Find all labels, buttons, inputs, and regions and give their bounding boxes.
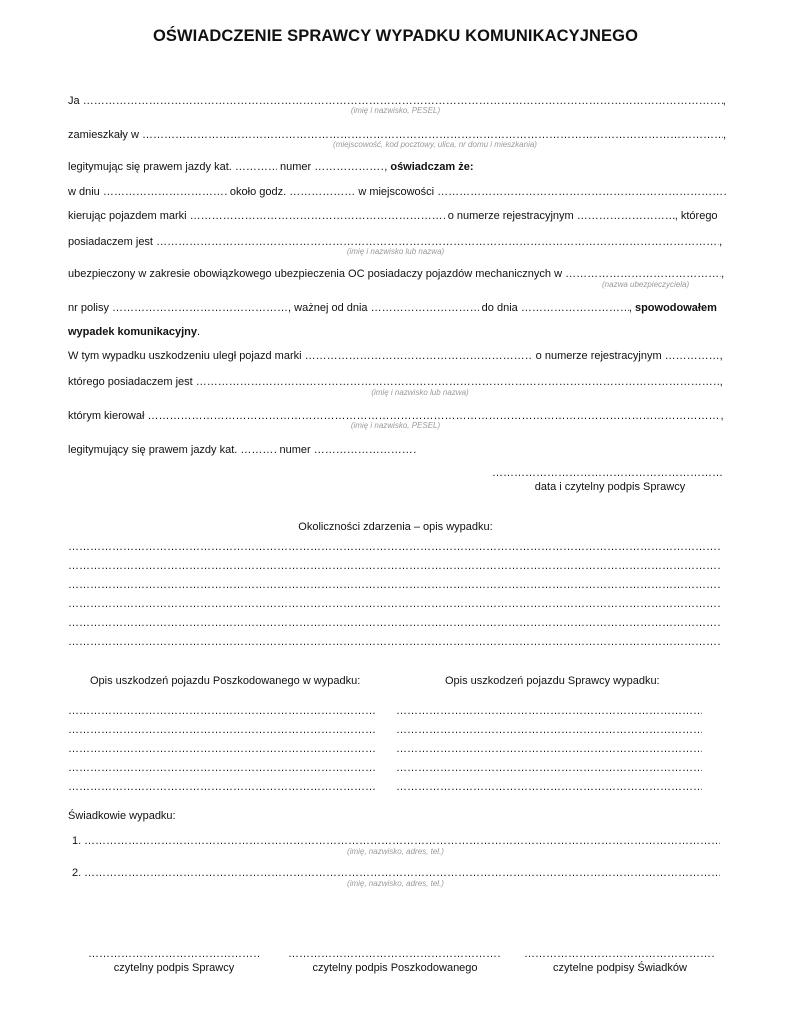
dots-field[interactable] [289,186,355,198]
line-legitymujacy [68,444,416,456]
label-w-tym-wypadku: W tym wypadku uszkodzeniu uległ pojazd marki [68,350,302,362]
dots-field[interactable] [371,302,479,314]
dots-field[interactable] [305,350,533,362]
description-line[interactable] [68,617,722,631]
label-numer-2: numer [279,444,311,456]
label-ktorym-kierowal: którym kierował [68,410,145,422]
label-ja: Ja [68,95,80,107]
line-ubezpieczony: ubezpieczony w zakresie obowiązkowego ubezpieczenia OC posiadaczy pojazdów mechanicznych w …………………………………………………………………………………………………………………………………………………………………………………………………………………………………………………………………………………………………………………………………………………………………………… , [68,268,724,280]
label-oswiadczam: oświadczam że [390,161,470,173]
damage-line-poszkodowany[interactable] [68,724,376,738]
line-ktorym-kierowal: którym kierował …………………………………………………………………………………………………………………………………………………………………………………………………………………………………………………………………………………………………………………………………………………………………………… , [68,410,724,422]
damage-line-poszkodowany[interactable] [68,743,376,757]
description-line[interactable] [68,598,722,612]
description-line[interactable] [68,579,722,593]
dots-field[interactable] [112,302,288,314]
label-w-miejscowosci: w miejscowości [358,186,435,198]
damage-line-sprawca[interactable] [396,724,702,738]
line-ktorego-posiadaczem: którego posiadaczem jest …………………………………………………………………………………………………………………………………………………………………………………………………………………………………………………………………………………………………………………………………………………………………………… , [68,376,723,388]
signature-line[interactable] [288,948,502,962]
hint-insurer: (nazwa ubezpieczyciela) [602,280,690,289]
section-title-sprawcy: Opis uszkodzeń pojazdu Sprawcy wypadku: [445,675,660,687]
label-ktorego-posiadaczem: którego posiadaczem jest [68,376,193,388]
line-kierujac: kierując pojazdem marki …………………………………………………………………………………………………………………………………………………………………………………………………………………………………………………………………………………………………………………………………………………………………………… o numerze rejestracyjnym …………………………………………………………………………………………………………………………………………………………………………………………………………………………………………………………………………………………………………………………………………………………………………… , którego [68,210,718,222]
label-w-dniu: w dniu [68,186,100,198]
signature-label-poszkodowanego: czytelny podpis Poszkodowanego [312,962,478,974]
dots-field[interactable] [521,302,629,314]
description-line[interactable] [68,541,722,555]
witness-number-1: 1. [72,835,82,847]
signature-label-sprawcy: data i czytelny podpis Sprawcy [534,481,686,493]
hint-name-company: (imię i nazwisko lub nazwa) [346,247,445,256]
dots-field[interactable] [190,210,445,222]
dots-field[interactable] [437,186,727,198]
signature-label-sprawcy-bottom: czytelny podpis Sprawcy [113,962,235,974]
label-wypadek: wypadek komunikacyjny [68,326,197,338]
label-kierujac: kierując pojazdem marki [68,210,187,222]
damage-line-sprawca[interactable] [396,705,702,719]
damage-line-poszkodowany[interactable] [68,762,376,776]
description-line[interactable] [68,560,722,574]
signature-line[interactable] [524,948,716,962]
line-legitymujac: legitymując się prawem jazdy kat. …………………………………………………………………………………………………………………………………………………………………………………………………………………………………………………………………………………………………………………………………………………………………………… numer …………………………………………………………………………………………………………………………………………………………………………………………………………………………………………………………………………………………………………………………………………………………………………… , oświadczam że: [68,161,474,173]
damage-line-poszkodowany[interactable] [68,781,376,795]
dots-field[interactable] [314,161,384,173]
dots-field[interactable] [240,444,276,456]
damage-line-sprawca[interactable] [396,743,702,757]
label-do-dnia: do dnia [481,302,518,314]
hint-witness-1: (imię, nazwisko, adres, tel.) [347,847,444,856]
hint-name-pesel: (imię i nazwisko, PESEL) [350,106,441,115]
line-posiadaczem: posiadaczem jest …………………………………………………………………………………………………………………………………………………………………………………………………………………………………………………………………………………………………………………………………………………………………………… , [68,236,722,248]
dots-field[interactable] [565,268,721,280]
label-o-numerze-2: o numerze rejestracyjnym [535,350,662,362]
dots-field[interactable] [235,161,277,173]
dots-field[interactable] [314,444,416,456]
description-line[interactable] [68,636,722,650]
section-title-okolicznosci: Okoliczności zdarzenia – opis wypadku: [298,521,493,533]
label-legitymujac: legitymując się prawem jazdy kat. [68,161,232,173]
document-title: OŚWIADCZENIE SPRAWCY WYPADKU KOMUNIKACYJNEGO [152,27,639,45]
line-zamieszkaly: zamieszkały w …………………………………………………………………………………………………………………………………………………………………………………………………………………………………………………………………………………………………………………………………………………………………………… , [68,129,726,141]
hint-name-company-2: (imię i nazwisko lub nazwa) [371,388,469,397]
section-title-poszkodowanego: Opis uszkodzeń pojazdu Poszkodowanego w wypadku: [90,675,361,687]
label-posiadaczem: posiadaczem jest [68,236,153,248]
dots-field[interactable] [196,376,720,388]
damage-line-sprawca[interactable] [396,762,702,776]
label-zamieszkaly: zamieszkały w [68,129,139,141]
dots-field[interactable] [665,350,720,362]
line-w-dniu [68,186,727,198]
signature-line[interactable] [88,948,260,962]
signature-line[interactable] [492,467,722,481]
line-nr-polisy: nr polisy …………………………………………………………………………………………………………………………………………………………………………………………………………………………………………………………………………………………………………………………………………………………………………… , ważnej od dnia …………………………………………………………………………………………………………………………………………………………………………………………………………………………………………………………………………………………………………………………………………………………………………… do dnia …………………………………………………………………………………………………………………………………………………………………………………………………………………………………………………………………………………………………………………………………………………………………………… , spowodowałem [68,302,717,314]
dots-field[interactable] [577,210,675,222]
line-ja: Ja …………………………………………………………………………………………………………………………………………………………………………………………………………………………………………………………………………………………………………………………………………………………………………… , [68,95,726,107]
label-wazniej: ważnej od dnia [294,302,368,314]
label-ubezpieczony: ubezpieczony w zakresie obowiązkowego ubezpieczenia OC posiadaczy pojazdów mechanicznych w [68,268,563,280]
label-nr-polisy: nr polisy [68,302,109,314]
label-spowodowalem: spowodowałem [634,302,717,314]
witness-number-2: 2. [72,867,82,879]
hint-name-pesel-2: (imię i nazwisko, PESEL) [350,421,441,430]
label-legitymujacy: legitymujący się prawem jazdy kat. [68,444,238,456]
line-wypadek: wypadek komunikacyjny. [68,326,201,338]
label-okolo-godz: około godz. [229,186,287,198]
section-title-swiadkowie: Świadkowie wypadku: [68,810,176,822]
dots-field[interactable] [103,186,227,198]
line-w-tym-wypadku: W tym wypadku uszkodzeniu uległ pojazd marki …………………………………………………………………………………………………………………………………………………………………………………………………………………………………………………………………………………………………………………………………………………………………………… o numerze rejestracyjnym …………………………………………………………………………………………………………………………………………………………………………………………………………………………………………………………………………………………………………………………………………………………………………… , [68,350,723,362]
label-ktorego: którego [680,210,718,222]
damage-line-sprawca[interactable] [396,781,702,795]
hint-address: (miejscowość, kod pocztowy, ulica, nr domu i mieszkania) [333,140,537,149]
hint-witness-2: (imię, nazwisko, adres, tel.) [347,879,444,888]
label-numer: numer [279,161,312,173]
label-o-numerze: o numerze rejestracyjnym [447,210,574,222]
signature-label-swiadkow: czytelne podpisy Świadków [553,962,687,974]
damage-line-poszkodowany[interactable] [68,705,376,719]
